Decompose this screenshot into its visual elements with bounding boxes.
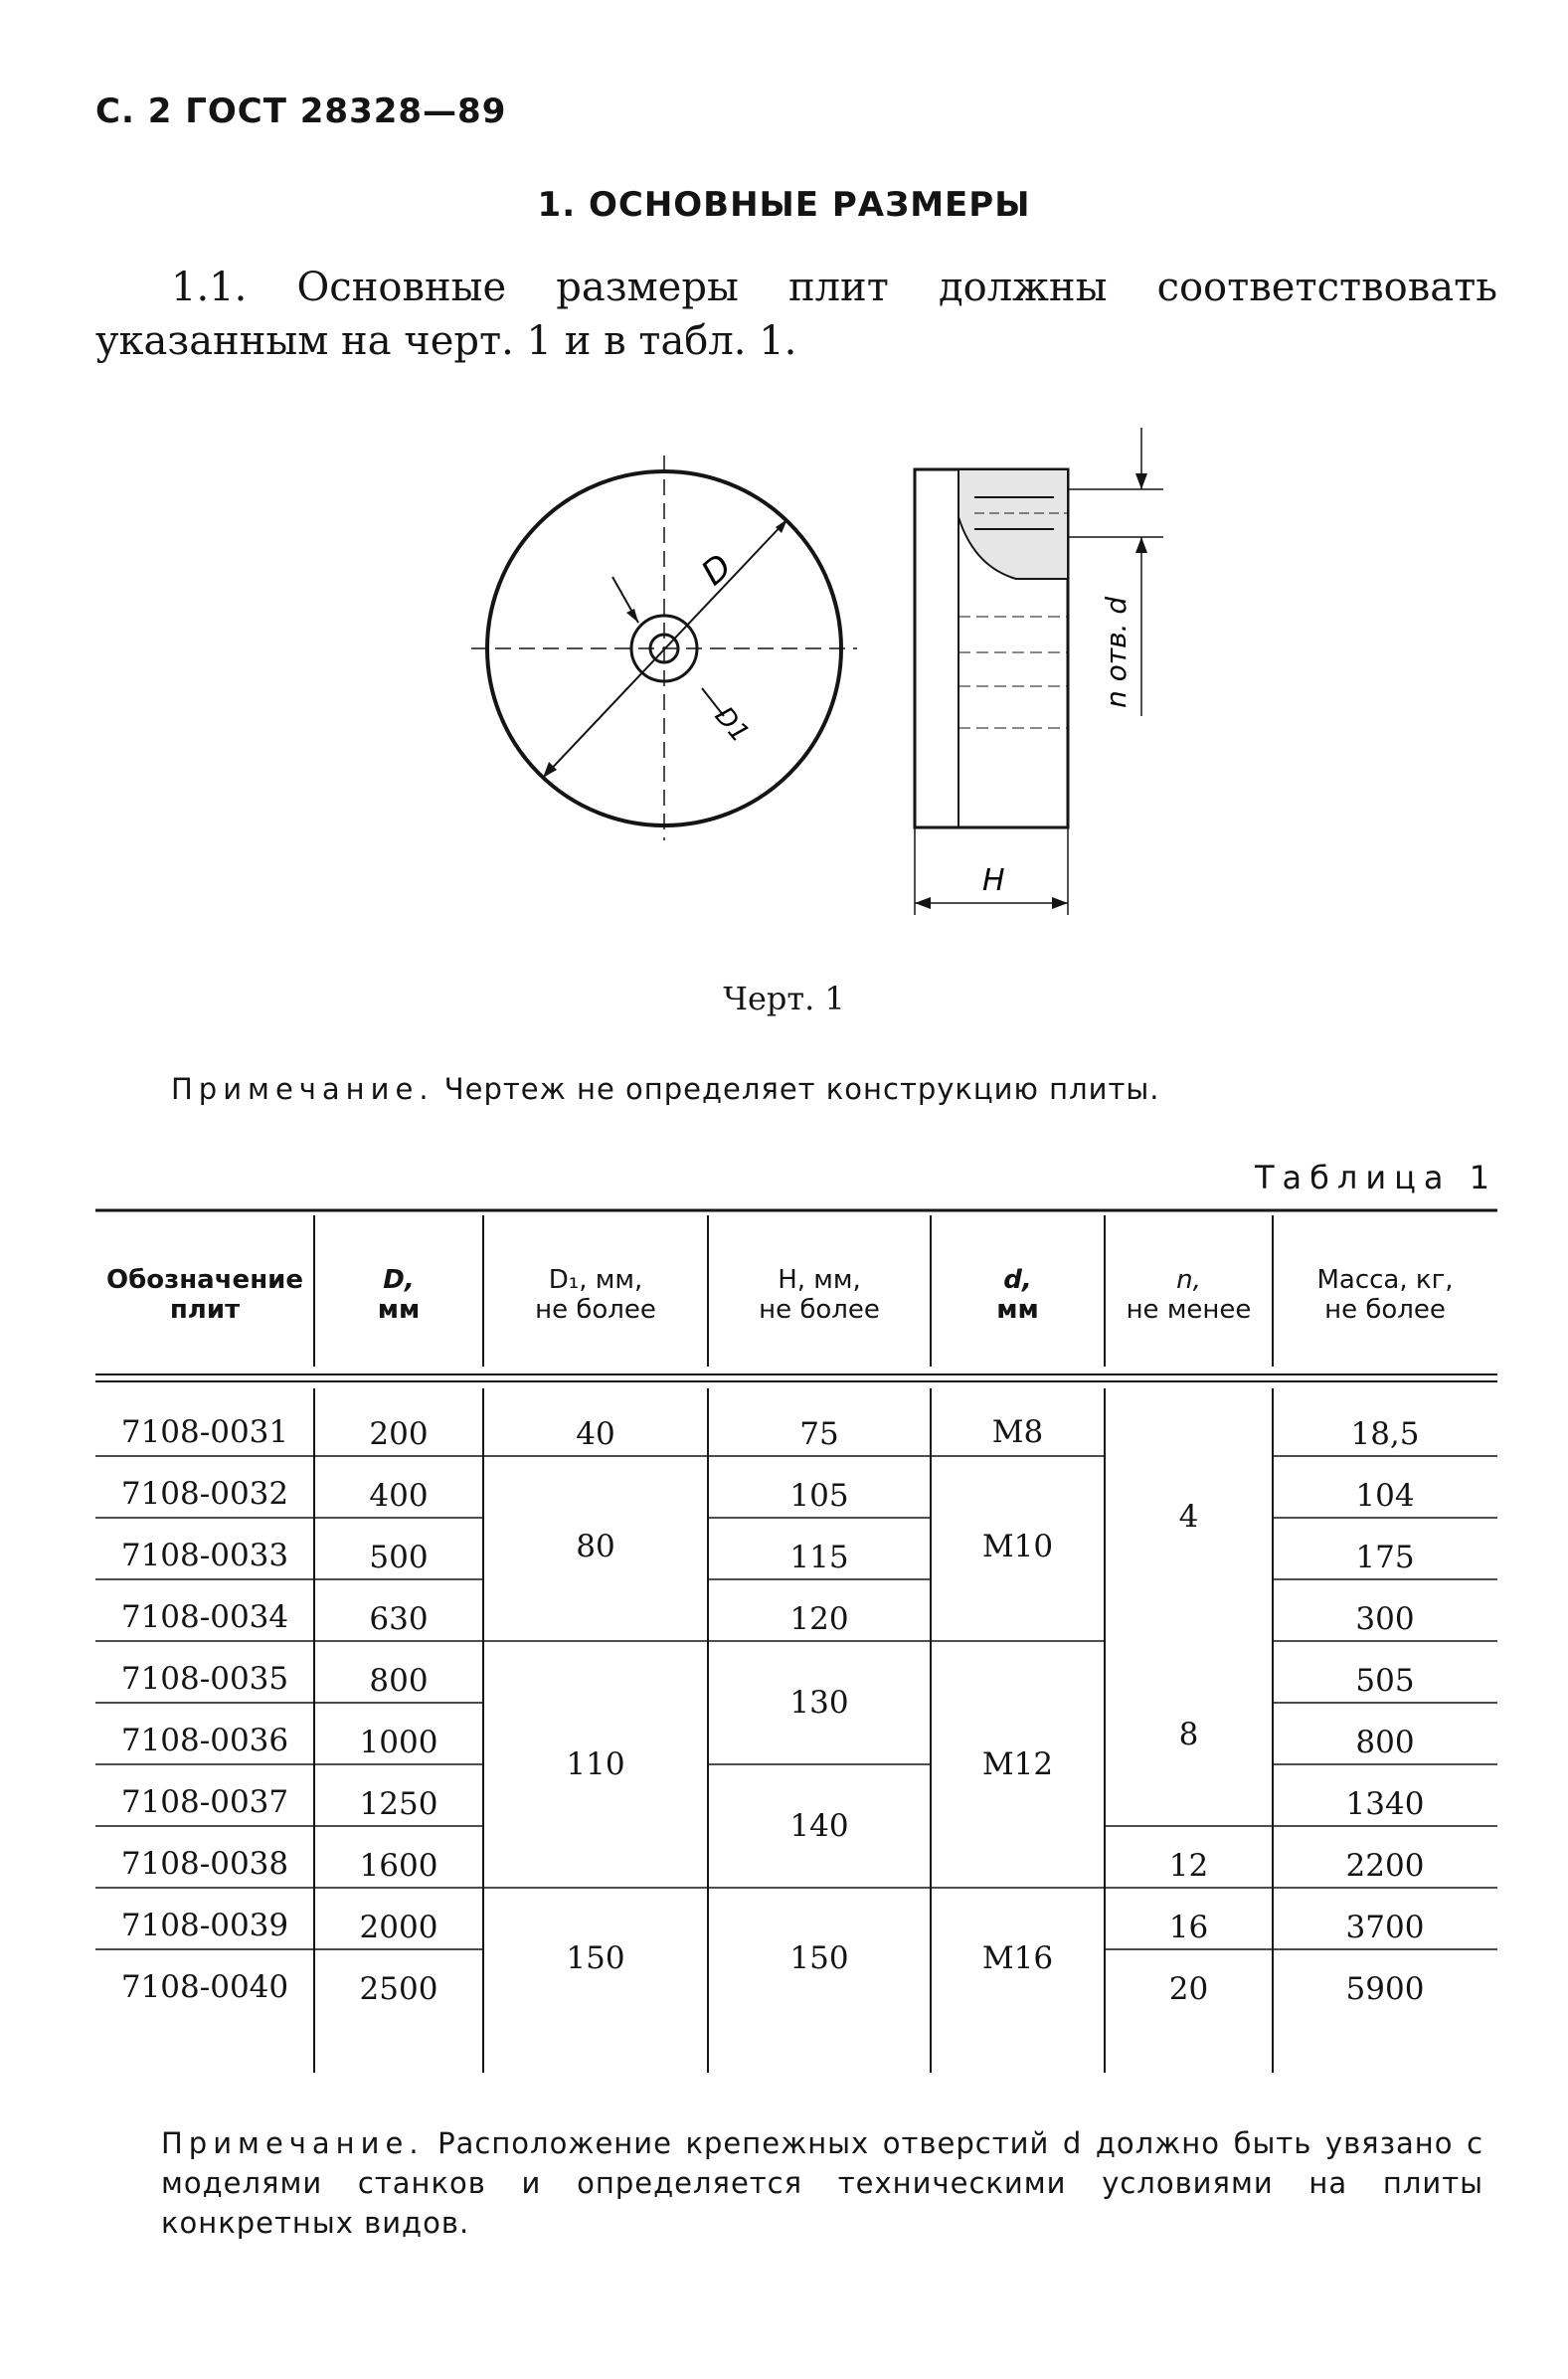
table-cell-mass: 1340 bbox=[1345, 1786, 1425, 1822]
col-header-thread bbox=[931, 1265, 1105, 1325]
table-cell-h: 115 bbox=[789, 1540, 849, 1575]
table-cell-thread: М8 bbox=[991, 1414, 1044, 1450]
table-cell-mass: 104 bbox=[1355, 1478, 1415, 1514]
table-cell-code: 7108-0038 bbox=[120, 1846, 289, 1882]
table-cell-n: 16 bbox=[1168, 1910, 1209, 1945]
table-cell-code: 7108-0031 bbox=[120, 1414, 289, 1450]
col-header-line1: D, bbox=[383, 1265, 415, 1295]
col-header-line2: не более bbox=[1324, 1295, 1446, 1325]
col-header-line1: n, bbox=[1176, 1265, 1201, 1295]
table-cell-d1: 110 bbox=[566, 1746, 625, 1782]
table-cell-thread: М16 bbox=[981, 1940, 1054, 1976]
label-d-outer: D bbox=[694, 546, 740, 594]
note-holes bbox=[161, 2123, 1483, 2243]
col-header-line1: Масса, кг, bbox=[1316, 1265, 1454, 1295]
table-cell-thread: М12 bbox=[981, 1746, 1054, 1782]
table-cell-d: 1000 bbox=[359, 1725, 438, 1760]
table-cell-code: 7108-0035 bbox=[120, 1661, 289, 1697]
col-header-line2: плит bbox=[169, 1295, 241, 1325]
table-cell-mass: 175 bbox=[1355, 1540, 1415, 1575]
table-cell-d1: 150 bbox=[566, 1940, 625, 1976]
note-text: Расположение крепежных отверстий d должно быть увязано с моделями станков и определяется техническими условиями на плиты конкретных видов. bbox=[161, 2126, 1484, 2240]
table-cell-code: 7108-0034 bbox=[120, 1599, 289, 1635]
table-cell-n: 20 bbox=[1168, 1971, 1209, 2007]
table-cell-d: 630 bbox=[369, 1601, 429, 1637]
plate-drawing bbox=[457, 418, 1173, 935]
table-cell-n: 12 bbox=[1168, 1848, 1209, 1884]
col-header-d1 bbox=[483, 1265, 708, 1325]
label-h: H bbox=[982, 863, 1005, 898]
page-header: С. 2 ГОСТ 28328—89 bbox=[95, 92, 507, 131]
col-header-h bbox=[708, 1265, 931, 1325]
table-cell-n: 4 bbox=[1178, 1499, 1199, 1535]
table-cell-mass: 5900 bbox=[1345, 1971, 1425, 2007]
col-header-line2: не более bbox=[759, 1295, 880, 1325]
table-cell-d: 1600 bbox=[359, 1848, 438, 1884]
table-cell-mass: 18,5 bbox=[1350, 1416, 1420, 1452]
table-cell-d1: 80 bbox=[576, 1529, 615, 1564]
section-title: 1. ОСНОВНЫЕ РАЗМЕРЫ bbox=[537, 185, 1031, 225]
table-cell-h: 105 bbox=[789, 1478, 849, 1514]
paragraph-text: Основные размеры плит должны соответствовать указанным на черт. 1 и в табл. 1. bbox=[95, 265, 1497, 364]
table-cell-n: 8 bbox=[1178, 1717, 1199, 1752]
note-lead: Примечание. bbox=[161, 2126, 425, 2160]
table-cell-mass: 300 bbox=[1355, 1601, 1415, 1637]
table-cell-code: 7108-0032 bbox=[120, 1476, 289, 1512]
note-drawing bbox=[171, 1072, 1160, 1106]
table-cell-mass: 2200 bbox=[1345, 1848, 1425, 1884]
col-header-mass bbox=[1273, 1265, 1497, 1325]
table-cell-d1: 40 bbox=[576, 1416, 615, 1452]
table-cell-thread: М10 bbox=[981, 1529, 1054, 1564]
table-cell-h: 75 bbox=[799, 1416, 839, 1452]
table-cell-h: 130 bbox=[789, 1685, 849, 1721]
table-cell-code: 7108-0036 bbox=[120, 1723, 289, 1758]
col-header-line1: H, мм, bbox=[778, 1265, 861, 1295]
table-cell-d: 500 bbox=[369, 1540, 429, 1575]
col-header-line2: не более bbox=[535, 1295, 656, 1325]
table-cell-d: 1250 bbox=[359, 1786, 438, 1822]
table-cell-h: 140 bbox=[789, 1808, 849, 1844]
note-lead: Примечание. bbox=[171, 1072, 435, 1106]
table-cell-code: 7108-0039 bbox=[120, 1908, 289, 1943]
table-cell-h: 150 bbox=[789, 1940, 849, 1976]
col-header-line1: Обозначение bbox=[105, 1265, 304, 1295]
table-title: Таблица 1 bbox=[1255, 1159, 1498, 1196]
table-cell-mass: 505 bbox=[1355, 1663, 1415, 1699]
col-header-n bbox=[1105, 1265, 1273, 1325]
table-cell-mass: 3700 bbox=[1345, 1910, 1425, 1945]
note-text: Чертеж не определяет конструкцию плиты. bbox=[443, 1072, 1160, 1106]
table-cell-code: 7108-0033 bbox=[120, 1538, 289, 1573]
table-cell-d: 800 bbox=[369, 1663, 429, 1699]
label-d-inner: D1 bbox=[708, 701, 756, 749]
figure-caption: Черт. 1 bbox=[723, 980, 845, 1017]
table-cell-mass: 800 bbox=[1355, 1725, 1415, 1760]
table-cell-d: 200 bbox=[369, 1416, 429, 1452]
table-cell-d: 2000 bbox=[359, 1910, 438, 1945]
table-cell-code: 7108-0037 bbox=[120, 1784, 289, 1820]
col-header-designation bbox=[95, 1265, 314, 1325]
table-1 bbox=[95, 1207, 1497, 2078]
paragraph-number: 1.1. bbox=[171, 265, 248, 310]
table-cell-code: 7108-0040 bbox=[120, 1969, 289, 2005]
col-header-line1: D₁, мм, bbox=[548, 1265, 643, 1295]
col-header-line1: d, bbox=[1003, 1265, 1032, 1295]
paragraph-1-1 bbox=[95, 261, 1497, 368]
col-header-line2: мм bbox=[377, 1295, 421, 1325]
label-holes: n отв. d bbox=[1100, 596, 1132, 708]
table-cell-d: 400 bbox=[369, 1478, 429, 1514]
col-header-line2: не менее bbox=[1126, 1295, 1252, 1325]
table-cell-h: 120 bbox=[789, 1601, 849, 1637]
table-cell-d: 2500 bbox=[359, 1971, 438, 2007]
col-header-d bbox=[314, 1265, 483, 1325]
col-header-line2: мм bbox=[996, 1295, 1039, 1325]
plate-top-view bbox=[471, 456, 857, 840]
